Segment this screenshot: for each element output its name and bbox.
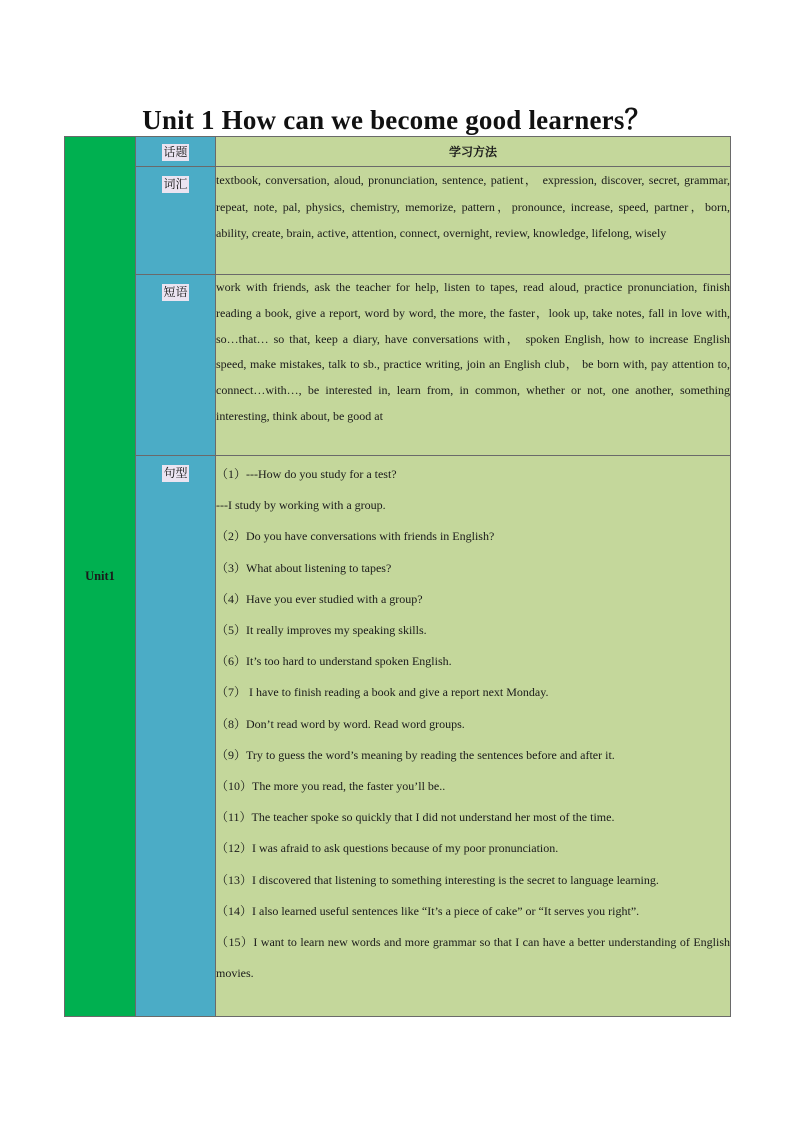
vocabulary-row [65, 167, 731, 275]
sentence-item: （4）Have you ever studied with a group? [216, 591, 423, 606]
vocabulary-content-cell [216, 167, 731, 275]
sentences-content-cell [216, 456, 731, 1017]
sentence-list [216, 456, 730, 991]
topic-label-cell [136, 137, 216, 167]
sentence-item: （12）I was afraid to ask questions because of my poor pronunciation. [216, 841, 559, 856]
sentences-label-cell [136, 456, 216, 1017]
phrases-text: work with friends, ask the teacher for help, listen to tapes, read aloud, practice pronunciation, finish reading a book, give a report, word by word, the more, the faster，look up, take notes, fall in love with, so…that… so that, keep a diary, have conversations with， spoken English, how to increase English speed, make mistakes, talk to sb., practice writing, join an English club， be born with, pay attention to, connect…with…, be interested in, learn from, in common, whether or not, one another, something interesting, think about, be good at [216, 280, 730, 423]
header-row [65, 137, 731, 167]
sentence-item: （14）I also learned useful sentences like “It’s a piece of cake” or “It serves you right”. [216, 903, 640, 918]
topic-label: 话题 [163, 144, 188, 159]
sentence-item: （9）Try to guess the word’s meaning by reading the sentences before and after it. [216, 747, 615, 762]
sentence-item: （7） I have to finish reading a book and give a report next Monday. [216, 685, 549, 700]
sentence-item: （2）Do you have conversations with friends in English? [216, 529, 495, 544]
phrases-row [65, 275, 731, 456]
phrases-label-cell [136, 275, 216, 456]
sentence-item: （6）It’s too hard to understand spoken English. [216, 654, 452, 669]
sentence-item: （3）What about listening to tapes? [216, 560, 392, 575]
sentence-item: （10）The more you read, the faster you’ll be.. [216, 779, 446, 794]
sentence-item: （15）I want to learn new words and more grammar so that I can have a better understanding of English movies. [216, 935, 730, 981]
vocabulary-text: textbook, conversation, aloud, pronunciation, sentence, patient， expression, discover, secret, grammar, repeat, note, pal, physics, chemistry, memorize, pattern，pronounce, increase, speed, partner，born, ability, create, brain, active, attention, connect, overnight, review, knowledge, lifelong, wisely [216, 173, 730, 240]
unit-summary-table [64, 136, 731, 1017]
vocabulary-label: 词汇 [163, 177, 188, 191]
topic-content: 学习方法 [448, 145, 497, 159]
topic-content-cell [216, 137, 731, 167]
sentences-label: 句型 [163, 466, 188, 480]
phrases-content-cell [216, 275, 731, 456]
page-title: Unit 1 How can we become good learners？ [142, 105, 652, 135]
unit-label: Unit1 [85, 569, 115, 583]
sentence-item: （8）Don’t read word by word. Read word groups. [216, 716, 465, 731]
sentence-item: （11）The teacher spoke so quickly that I did not understand her most of the time. [216, 810, 615, 825]
vocabulary-label-cell [136, 167, 216, 275]
unit-label-cell [65, 137, 136, 1017]
sentences-row [65, 456, 731, 1017]
sentence-item: （1）---How do you study for a test? [216, 467, 397, 481]
sentence-item: ---I study by working with a group. [216, 498, 386, 513]
sentence-item: （13）I discovered that listening to something interesting is the secret to language learning. [216, 872, 659, 887]
phrases-label: 短语 [163, 285, 188, 299]
sentence-item: （5）It really improves my speaking skills. [216, 623, 427, 638]
